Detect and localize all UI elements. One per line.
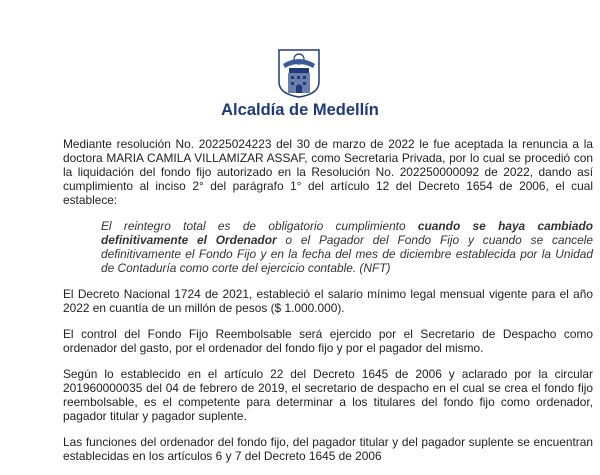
paragraph-functions: Las funciones del ordenador del fondo fijo, del pagador titular y del pagador suplente se encuentran establecidas en los artículos 6 y 7 del Decreto 1645 de 2006	[63, 435, 593, 463]
quote-emphasis: cuando se haya cambiado definitivamente el Ordenador	[101, 219, 593, 247]
document-body	[63, 137, 593, 475]
paragraph-control: El control del Fondo Fijo Reembolsable será ejercido por el Secretario de Despacho como ordenador del gasto, por el ordenador del fondo fijo y por el pagador del mismo.	[63, 327, 593, 355]
paragraph-salary: El Decreto Nacional 1724 de 2021, estableció el salario mínimo legal mensual vigente para el año 2022 en cuantía de un millón de pesos ($ 1.000.000).	[63, 287, 593, 315]
paragraph-resolution: Mediante resolución No. 20225024223 del 30 de marzo de 2022 le fue aceptada la renuncia a la doctora MARIA CAMILA VILLAMIZAR ASSAF, como Secretaria Privada, por lo cual se procedió con la liquidación del fondo fijo autorizado en la Resolución No. 202250000092 de 2022, dando así cumplimiento al inciso 2° del parágrafo 1° del artículo 12 del Decreto 1654 de 2006, el cual establece:	[63, 137, 593, 207]
organization-name: Alcaldía de Medellín	[221, 101, 379, 119]
medellin-coat-of-arms-icon	[277, 48, 321, 98]
paragraph-article-22: Según lo establecido en el artículo 22 del Decreto 1645 de 2006 y aclarado por la circular 201960000035 del 04 de febrero de 2019, el secretario de despacho en el cual se crea el fondo fijo reembolsable, es el competente para determinar a los titulares del fondo fijo como ordenador, pagador titular y pagador suplente.	[63, 367, 593, 423]
legal-quote: El reintegro total es de obligatorio cumplimiento cuando se haya cambiado definitivamente el Ordenador o el Pagador del Fondo Fijo y cuando se cancele definitivamente el Fondo Fijo y en la fecha del mes de diciembre establecida por la Unidad de Contaduría como corte del ejercicio contable. (NFT)	[101, 219, 593, 275]
